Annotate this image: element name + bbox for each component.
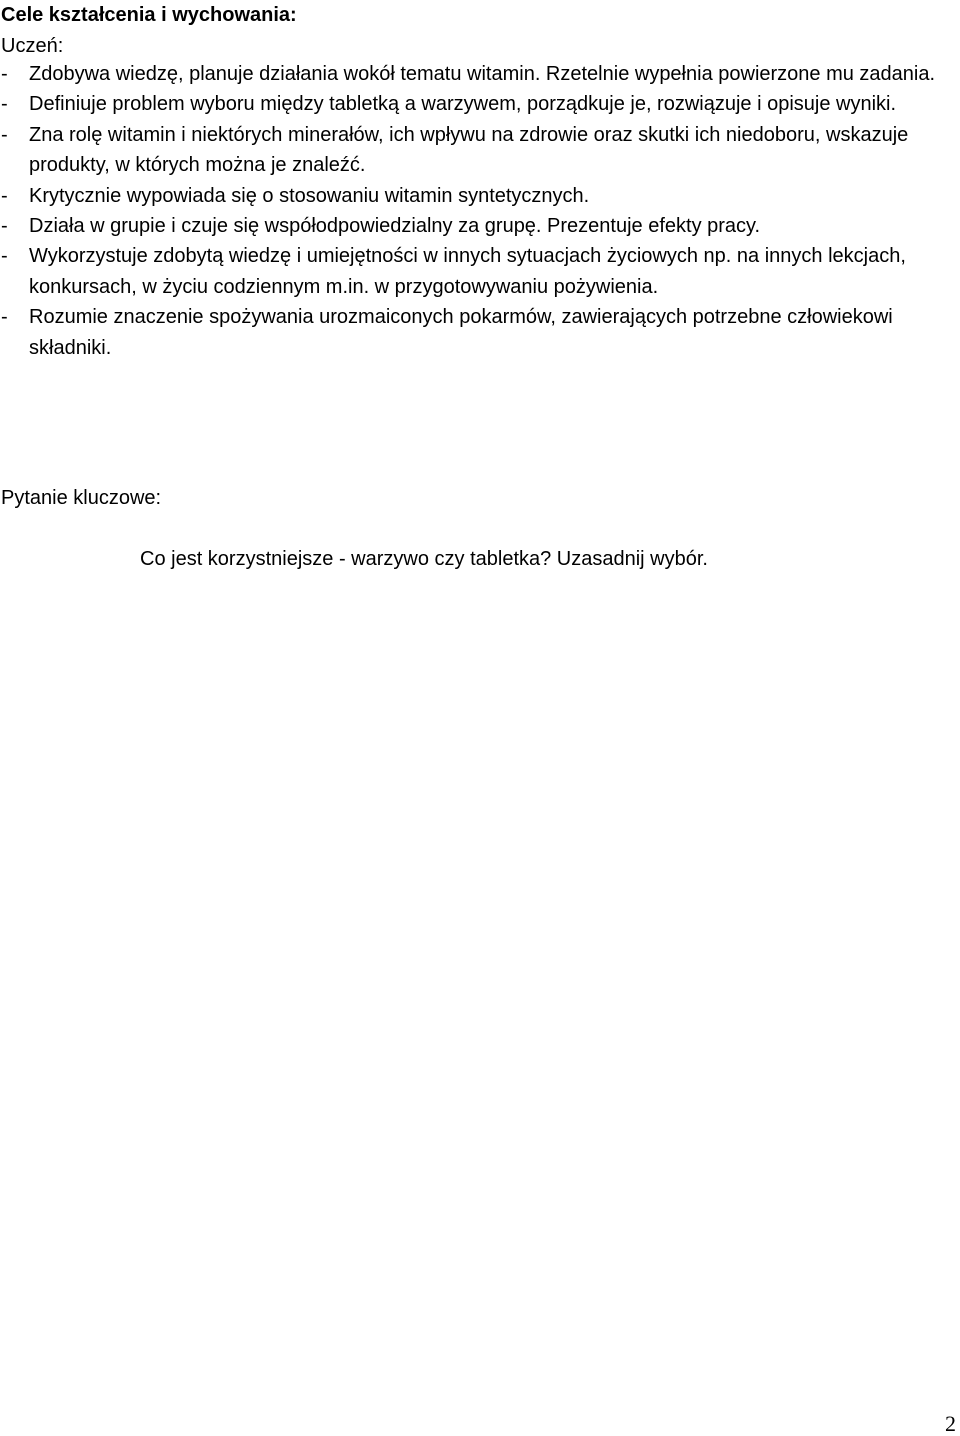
list-item-text: Krytycznie wypowiada się o stosowaniu witamin syntetycznych. bbox=[29, 184, 590, 207]
key-question-heading: Pytanie kluczowe: bbox=[1, 487, 162, 509]
goals-heading: Cele kształcenia i wychowania: bbox=[1, 4, 297, 26]
list-bullet: - bbox=[1, 63, 8, 85]
list-item bbox=[0, 302, 940, 363]
objectives-list bbox=[0, 59, 940, 363]
list-bullet: - bbox=[1, 184, 8, 207]
list-bullet: - bbox=[1, 245, 8, 268]
goals-subject: Uczeń: bbox=[1, 35, 64, 57]
list-item bbox=[0, 120, 940, 181]
list-item bbox=[0, 211, 940, 241]
list-item-text: Definiuje problem wyboru między tabletką a warzywem, porządkuje je, rozwiązuje i opisuje wyniki. bbox=[29, 93, 897, 116]
page-number: 2 bbox=[945, 1411, 956, 1436]
list-bullet: - bbox=[1, 215, 8, 238]
list-item bbox=[0, 181, 940, 211]
key-question-text: Co jest korzystniejsze - warzywo czy tabletka? Uzasadnij wybór. bbox=[140, 548, 708, 570]
list-bullet: - bbox=[1, 123, 8, 146]
list-bullet: - bbox=[1, 306, 8, 329]
list-item-text: Zna rolę witamin i niektórych minerałów, ich wpływu na zdrowie oraz skutki ich niedoboru, wskazuje produkty, w których można je znaleźć. bbox=[29, 123, 909, 177]
list-item-text: Zdobywa wiedzę, planuje działania wokół tematu witamin. Rzetelnie wypełnia powierzone mu zadania. bbox=[29, 63, 936, 85]
list-item bbox=[0, 89, 940, 119]
list-item bbox=[0, 241, 940, 302]
list-bullet: - bbox=[1, 93, 8, 116]
list-item-text: Działa w grupie i czuje się współodpowiedzialny za grupę. Prezentuje efekty pracy. bbox=[29, 215, 761, 238]
list-item-text: Rozumie znaczenie spożywania urozmaiconych pokarmów, zawierających potrzebne człowiekowi składniki. bbox=[29, 306, 893, 359]
list-item bbox=[0, 59, 940, 89]
list-item-text: Wykorzystuje zdobytą wiedzę i umiejętności w innych sytuacjach życiowych np. na innych lekcjach, konkursach, w życiu codziennym m.in. w przygotowywaniu pożywienia. bbox=[29, 245, 906, 298]
